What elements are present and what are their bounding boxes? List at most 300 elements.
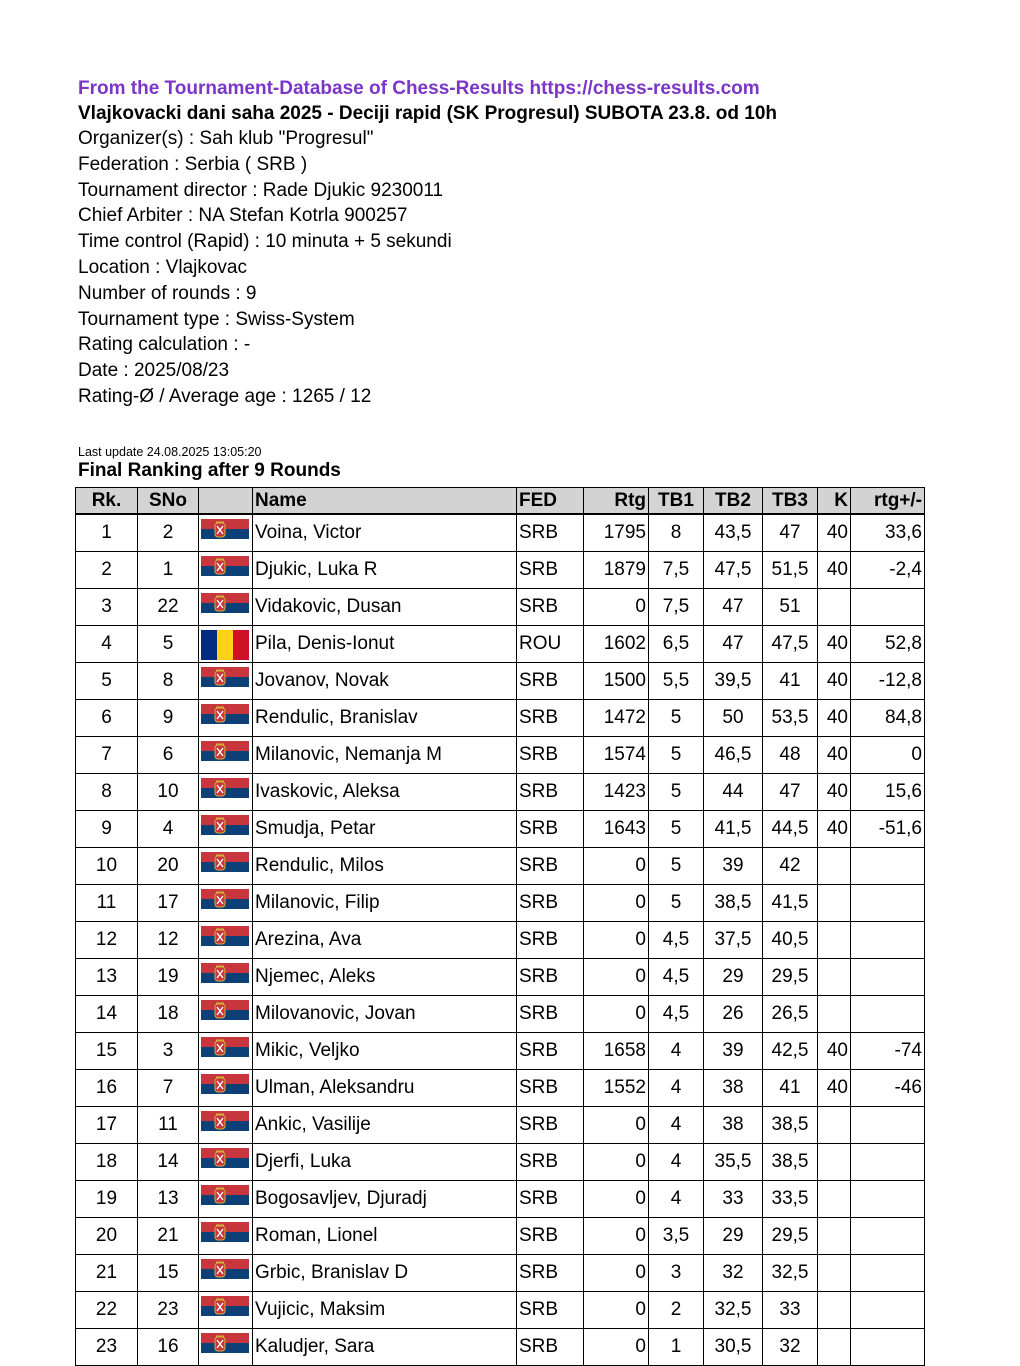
cell-rtg-diff bbox=[851, 589, 925, 626]
cell-rtg-diff bbox=[851, 1181, 925, 1218]
cell-rtg: 1795 bbox=[584, 514, 649, 552]
cell-tb3: 40,5 bbox=[763, 922, 818, 959]
cell-name: Kaludjer, Sara bbox=[253, 1329, 517, 1366]
cell-fed: SRB bbox=[517, 848, 584, 885]
cell-sno: 3 bbox=[138, 1033, 199, 1070]
info-line-rounds: Number of rounds : 9 bbox=[78, 282, 257, 304]
cell-rank: 12 bbox=[76, 922, 138, 959]
cell-sno: 11 bbox=[138, 1107, 199, 1144]
serbia-flag-icon bbox=[201, 1037, 249, 1067]
cell-sno: 6 bbox=[138, 737, 199, 774]
cell-sno: 19 bbox=[138, 959, 199, 996]
cell-tb3: 42 bbox=[763, 848, 818, 885]
info-line-arbiter: Chief Arbiter : NA Stefan Kotrla 900257 bbox=[78, 205, 408, 227]
cell-tb3: 41,5 bbox=[763, 885, 818, 922]
cell-tb2: 46,5 bbox=[704, 737, 763, 774]
cell-rtg: 0 bbox=[584, 1181, 649, 1218]
cell-tb3: 42,5 bbox=[763, 1033, 818, 1070]
cell-flag bbox=[199, 885, 253, 922]
cell-name: Roman, Lionel bbox=[253, 1218, 517, 1255]
cell-name: Ulman, Aleksandru bbox=[253, 1070, 517, 1107]
cell-rank: 14 bbox=[76, 996, 138, 1033]
cell-sno: 16 bbox=[138, 1329, 199, 1366]
cell-rtg-diff: -12,8 bbox=[851, 663, 925, 700]
cell-tb1: 4,5 bbox=[649, 922, 704, 959]
cell-flag bbox=[199, 514, 253, 552]
serbia-flag-icon bbox=[201, 667, 249, 697]
table-row bbox=[76, 1181, 925, 1218]
cell-name: Grbic, Branislav D bbox=[253, 1255, 517, 1292]
cell-k bbox=[818, 996, 851, 1033]
table-row bbox=[76, 996, 925, 1033]
cell-tb2: 33 bbox=[704, 1181, 763, 1218]
cell-rank: 4 bbox=[76, 626, 138, 663]
info-line-avg: Rating-Ø / Average age : 1265 / 12 bbox=[78, 385, 372, 407]
cell-sno: 12 bbox=[138, 922, 199, 959]
cell-name: Smudja, Petar bbox=[253, 811, 517, 848]
cell-flag bbox=[199, 1218, 253, 1255]
cell-tb1: 7,5 bbox=[649, 552, 704, 589]
cell-tb3: 38,5 bbox=[763, 1144, 818, 1181]
cell-name: Mikic, Veljko bbox=[253, 1033, 517, 1070]
cell-rtg-diff: 84,8 bbox=[851, 700, 925, 737]
cell-rank: 15 bbox=[76, 1033, 138, 1070]
cell-name: Ivaskovic, Aleksa bbox=[253, 774, 517, 811]
cell-tb2: 38 bbox=[704, 1107, 763, 1144]
cell-rank: 19 bbox=[76, 1181, 138, 1218]
info-line-director: Tournament director : Rade Djukic 9230011 bbox=[78, 179, 444, 201]
cell-rank: 20 bbox=[76, 1218, 138, 1255]
cell-flag bbox=[199, 1070, 253, 1107]
cell-sno: 9 bbox=[138, 700, 199, 737]
cell-flag bbox=[199, 996, 253, 1033]
cell-rtg-diff: 33,6 bbox=[851, 514, 925, 552]
cell-flag bbox=[199, 774, 253, 811]
col-header-tb2: TB2 bbox=[704, 488, 763, 515]
cell-tb2: 26 bbox=[704, 996, 763, 1033]
col-header-tb3: TB3 bbox=[763, 488, 818, 515]
col-header-rtg-diff: rtg+/- bbox=[851, 488, 925, 515]
cell-k: 40 bbox=[818, 811, 851, 848]
cell-tb3: 38,5 bbox=[763, 1107, 818, 1144]
table-row bbox=[76, 737, 925, 774]
cell-rank: 13 bbox=[76, 959, 138, 996]
serbia-flag-icon bbox=[201, 704, 249, 734]
cell-fed: SRB bbox=[517, 589, 584, 626]
cell-tb3: 53,5 bbox=[763, 700, 818, 737]
cell-name: Milanovic, Nemanja M bbox=[253, 737, 517, 774]
cell-tb3: 47,5 bbox=[763, 626, 818, 663]
serbia-flag-icon bbox=[201, 1000, 249, 1030]
cell-name: Bogosavljev, Djuradj bbox=[253, 1181, 517, 1218]
cell-rtg-diff bbox=[851, 1107, 925, 1144]
cell-tb1: 4 bbox=[649, 1181, 704, 1218]
cell-tb2: 39,5 bbox=[704, 663, 763, 700]
cell-fed: SRB bbox=[517, 959, 584, 996]
cell-tb1: 5,5 bbox=[649, 663, 704, 700]
cell-tb2: 39 bbox=[704, 848, 763, 885]
cell-fed: SRB bbox=[517, 663, 584, 700]
table-row bbox=[76, 700, 925, 737]
cell-name: Njemec, Aleks bbox=[253, 959, 517, 996]
cell-tb3: 32 bbox=[763, 1329, 818, 1366]
cell-flag bbox=[199, 1255, 253, 1292]
cell-flag bbox=[199, 848, 253, 885]
cell-rtg-diff: -74 bbox=[851, 1033, 925, 1070]
cell-rank: 17 bbox=[76, 1107, 138, 1144]
cell-flag bbox=[199, 1292, 253, 1329]
cell-rtg: 0 bbox=[584, 1144, 649, 1181]
cell-rtg: 1879 bbox=[584, 552, 649, 589]
table-row bbox=[76, 848, 925, 885]
cell-rtg-diff: -51,6 bbox=[851, 811, 925, 848]
cell-rtg-diff bbox=[851, 922, 925, 959]
cell-tb1: 5 bbox=[649, 700, 704, 737]
cell-name: Milovanovic, Jovan bbox=[253, 996, 517, 1033]
serbia-flag-icon bbox=[201, 593, 249, 623]
cell-tb3: 29,5 bbox=[763, 959, 818, 996]
cell-rtg: 1574 bbox=[584, 737, 649, 774]
cell-rtg-diff bbox=[851, 996, 925, 1033]
table-row bbox=[76, 1255, 925, 1292]
cell-rtg-diff bbox=[851, 1218, 925, 1255]
cell-rtg: 0 bbox=[584, 959, 649, 996]
cell-tb1: 3 bbox=[649, 1255, 704, 1292]
cell-rtg: 1423 bbox=[584, 774, 649, 811]
cell-rtg: 0 bbox=[584, 922, 649, 959]
cell-rtg-diff bbox=[851, 885, 925, 922]
cell-k: 40 bbox=[818, 1070, 851, 1107]
cell-rtg: 0 bbox=[584, 996, 649, 1033]
cell-tb3: 41 bbox=[763, 1070, 818, 1107]
cell-rtg: 1658 bbox=[584, 1033, 649, 1070]
table-row bbox=[76, 885, 925, 922]
cell-k bbox=[818, 1107, 851, 1144]
cell-tb2: 39 bbox=[704, 1033, 763, 1070]
table-row bbox=[76, 1033, 925, 1070]
cell-k: 40 bbox=[818, 626, 851, 663]
cell-sno: 7 bbox=[138, 1070, 199, 1107]
cell-rtg-diff: 0 bbox=[851, 737, 925, 774]
cell-tb2: 32 bbox=[704, 1255, 763, 1292]
cell-fed: SRB bbox=[517, 737, 584, 774]
cell-sno: 20 bbox=[138, 848, 199, 885]
cell-k bbox=[818, 589, 851, 626]
cell-tb1: 4 bbox=[649, 1107, 704, 1144]
serbia-flag-icon bbox=[201, 778, 249, 808]
cell-tb3: 51 bbox=[763, 589, 818, 626]
cell-name: Pila, Denis-Ionut bbox=[253, 626, 517, 663]
table-row bbox=[76, 589, 925, 626]
col-header-flag bbox=[199, 488, 253, 515]
cell-rtg-diff bbox=[851, 1292, 925, 1329]
cell-name: Milanovic, Filip bbox=[253, 885, 517, 922]
cell-fed: SRB bbox=[517, 552, 584, 589]
cell-name: Rendulic, Branislav bbox=[253, 700, 517, 737]
cell-rank: 23 bbox=[76, 1329, 138, 1366]
cell-tb2: 43,5 bbox=[704, 514, 763, 552]
cell-rtg: 1500 bbox=[584, 663, 649, 700]
cell-tb1: 6,5 bbox=[649, 626, 704, 663]
cell-rtg: 1552 bbox=[584, 1070, 649, 1107]
cell-flag bbox=[199, 552, 253, 589]
cell-rtg-diff: -2,4 bbox=[851, 552, 925, 589]
cell-tb2: 41,5 bbox=[704, 811, 763, 848]
table-row bbox=[76, 1292, 925, 1329]
cell-tb2: 38,5 bbox=[704, 885, 763, 922]
cell-tb3: 47 bbox=[763, 514, 818, 552]
cell-fed: SRB bbox=[517, 922, 584, 959]
table-header-row bbox=[76, 488, 925, 515]
cell-flag bbox=[199, 1033, 253, 1070]
cell-tb2: 47 bbox=[704, 626, 763, 663]
cell-flag bbox=[199, 663, 253, 700]
cell-flag bbox=[199, 811, 253, 848]
cell-rtg: 0 bbox=[584, 1218, 649, 1255]
cell-k bbox=[818, 885, 851, 922]
table-row bbox=[76, 1218, 925, 1255]
cell-sno: 23 bbox=[138, 1292, 199, 1329]
cell-rtg: 1643 bbox=[584, 811, 649, 848]
cell-flag bbox=[199, 737, 253, 774]
cell-k bbox=[818, 959, 851, 996]
cell-sno: 17 bbox=[138, 885, 199, 922]
table-row bbox=[76, 552, 925, 589]
serbia-flag-icon bbox=[201, 1333, 249, 1363]
table-row bbox=[76, 774, 925, 811]
tournament-title: Vlajkovacki dani saha 2025 - Deciji rapid (SK Progresul) SUBOTA 23.8. od 10h bbox=[78, 103, 778, 124]
info-line-location: Location : Vlajkovac bbox=[78, 256, 247, 278]
table-row bbox=[76, 514, 925, 552]
cell-rank: 22 bbox=[76, 1292, 138, 1329]
cell-sno: 4 bbox=[138, 811, 199, 848]
info-line-date: Date : 2025/08/23 bbox=[78, 360, 230, 382]
cell-tb1: 5 bbox=[649, 848, 704, 885]
cell-tb1: 4 bbox=[649, 1144, 704, 1181]
serbia-flag-icon bbox=[201, 815, 249, 845]
cell-sno: 5 bbox=[138, 626, 199, 663]
serbia-flag-icon bbox=[201, 852, 249, 882]
cell-rtg: 0 bbox=[584, 1292, 649, 1329]
cell-tb3: 32,5 bbox=[763, 1255, 818, 1292]
cell-name: Djerfi, Luka bbox=[253, 1144, 517, 1181]
cell-sno: 1 bbox=[138, 552, 199, 589]
serbia-flag-icon bbox=[201, 1296, 249, 1326]
cell-rank: 2 bbox=[76, 552, 138, 589]
col-header-tb1: TB1 bbox=[649, 488, 704, 515]
cell-k: 40 bbox=[818, 514, 851, 552]
cell-k: 40 bbox=[818, 552, 851, 589]
cell-rank: 16 bbox=[76, 1070, 138, 1107]
cell-fed: SRB bbox=[517, 1033, 584, 1070]
cell-tb2: 50 bbox=[704, 700, 763, 737]
cell-rtg: 1602 bbox=[584, 626, 649, 663]
table-row bbox=[76, 1070, 925, 1107]
cell-fed: SRB bbox=[517, 1070, 584, 1107]
cell-rank: 3 bbox=[76, 589, 138, 626]
serbia-flag-icon bbox=[201, 556, 249, 586]
cell-tb1: 5 bbox=[649, 811, 704, 848]
serbia-flag-icon bbox=[201, 1259, 249, 1289]
document-header bbox=[78, 76, 958, 482]
cell-name: Jovanov, Novak bbox=[253, 663, 517, 700]
cell-name: Djukic, Luka R bbox=[253, 552, 517, 589]
table-row bbox=[76, 1329, 925, 1366]
cell-flag bbox=[199, 589, 253, 626]
cell-k: 40 bbox=[818, 663, 851, 700]
cell-rtg-diff bbox=[851, 959, 925, 996]
cell-tb1: 7,5 bbox=[649, 589, 704, 626]
col-header-sno: SNo bbox=[138, 488, 199, 515]
cell-tb3: 51,5 bbox=[763, 552, 818, 589]
table-row bbox=[76, 1107, 925, 1144]
cell-rtg-diff: 15,6 bbox=[851, 774, 925, 811]
cell-k bbox=[818, 1255, 851, 1292]
table-row bbox=[76, 811, 925, 848]
cell-rank: 8 bbox=[76, 774, 138, 811]
cell-tb2: 30,5 bbox=[704, 1329, 763, 1366]
cell-tb2: 32,5 bbox=[704, 1292, 763, 1329]
cell-tb1: 8 bbox=[649, 514, 704, 552]
cell-tb1: 4,5 bbox=[649, 959, 704, 996]
cell-rtg-diff bbox=[851, 1255, 925, 1292]
cell-rtg: 0 bbox=[584, 848, 649, 885]
cell-sno: 22 bbox=[138, 589, 199, 626]
cell-flag bbox=[199, 959, 253, 996]
col-header-name: Name bbox=[253, 488, 517, 515]
cell-tb1: 5 bbox=[649, 774, 704, 811]
serbia-flag-icon bbox=[201, 1148, 249, 1178]
romania-flag-icon bbox=[201, 630, 249, 660]
cell-rtg: 0 bbox=[584, 1107, 649, 1144]
cell-rtg: 0 bbox=[584, 1329, 649, 1366]
cell-rank: 18 bbox=[76, 1144, 138, 1181]
cell-tb3: 33,5 bbox=[763, 1181, 818, 1218]
cell-fed: SRB bbox=[517, 1181, 584, 1218]
serbia-flag-icon bbox=[201, 963, 249, 993]
cell-k: 40 bbox=[818, 774, 851, 811]
serbia-flag-icon bbox=[201, 1074, 249, 1104]
col-header-fed: FED bbox=[517, 488, 584, 515]
table-row bbox=[76, 1144, 925, 1181]
serbia-flag-icon bbox=[201, 1222, 249, 1252]
cell-sno: 14 bbox=[138, 1144, 199, 1181]
table-row bbox=[76, 922, 925, 959]
cell-name: Vidakovic, Dusan bbox=[253, 589, 517, 626]
cell-tb1: 5 bbox=[649, 737, 704, 774]
info-line-type: Tournament type : Swiss-System bbox=[78, 308, 355, 330]
source-line[interactable]: From the Tournament-Database of Chess-Results https://chess-results.com bbox=[78, 78, 760, 99]
cell-tb3: 29,5 bbox=[763, 1218, 818, 1255]
cell-rank: 5 bbox=[76, 663, 138, 700]
cell-tb1: 4,5 bbox=[649, 996, 704, 1033]
cell-tb3: 41 bbox=[763, 663, 818, 700]
cell-rtg-diff: 52,8 bbox=[851, 626, 925, 663]
cell-rank: 6 bbox=[76, 700, 138, 737]
cell-k bbox=[818, 848, 851, 885]
table-row bbox=[76, 626, 925, 663]
cell-flag bbox=[199, 700, 253, 737]
cell-rtg-diff: -46 bbox=[851, 1070, 925, 1107]
cell-flag bbox=[199, 1107, 253, 1144]
cell-fed: SRB bbox=[517, 514, 584, 552]
cell-tb2: 29 bbox=[704, 1218, 763, 1255]
serbia-flag-icon bbox=[201, 1185, 249, 1215]
cell-tb1: 4 bbox=[649, 1033, 704, 1070]
cell-fed: SRB bbox=[517, 996, 584, 1033]
cell-rtg-diff bbox=[851, 1144, 925, 1181]
cell-k bbox=[818, 1329, 851, 1366]
serbia-flag-icon bbox=[201, 889, 249, 919]
cell-tb3: 47 bbox=[763, 774, 818, 811]
cell-fed: SRB bbox=[517, 1292, 584, 1329]
cell-k: 40 bbox=[818, 737, 851, 774]
serbia-flag-icon bbox=[201, 741, 249, 771]
cell-rank: 1 bbox=[76, 514, 138, 552]
cell-rtg: 0 bbox=[584, 589, 649, 626]
ranking-title: Final Ranking after 9 Rounds bbox=[78, 459, 341, 481]
cell-tb1: 4 bbox=[649, 1070, 704, 1107]
info-line-organizer: Organizer(s) : Sah klub "Progresul" bbox=[78, 128, 374, 149]
cell-rtg-diff bbox=[851, 1329, 925, 1366]
cell-fed: SRB bbox=[517, 774, 584, 811]
cell-tb2: 35,5 bbox=[704, 1144, 763, 1181]
col-header-rtg: Rtg bbox=[584, 488, 649, 515]
cell-rank: 21 bbox=[76, 1255, 138, 1292]
cell-flag bbox=[199, 1329, 253, 1366]
col-header-k: K bbox=[818, 488, 851, 515]
info-line-time-control: Time control (Rapid) : 10 minuta + 5 sekundi bbox=[78, 231, 452, 253]
cell-sno: 2 bbox=[138, 514, 199, 552]
serbia-flag-icon bbox=[201, 1111, 249, 1141]
cell-rank: 7 bbox=[76, 737, 138, 774]
cell-fed: SRB bbox=[517, 1107, 584, 1144]
serbia-flag-icon bbox=[201, 926, 249, 956]
cell-tb3: 26,5 bbox=[763, 996, 818, 1033]
cell-tb1: 3,5 bbox=[649, 1218, 704, 1255]
col-header-rank: Rk. bbox=[76, 488, 138, 515]
cell-flag bbox=[199, 1144, 253, 1181]
cell-name: Ankic, Vasilije bbox=[253, 1107, 517, 1144]
cell-tb2: 47,5 bbox=[704, 552, 763, 589]
cell-tb3: 44,5 bbox=[763, 811, 818, 848]
table-row bbox=[76, 959, 925, 996]
cell-sno: 8 bbox=[138, 663, 199, 700]
cell-tb1: 1 bbox=[649, 1329, 704, 1366]
cell-sno: 18 bbox=[138, 996, 199, 1033]
cell-name: Rendulic, Milos bbox=[253, 848, 517, 885]
cell-rtg: 0 bbox=[584, 885, 649, 922]
cell-rtg: 0 bbox=[584, 1255, 649, 1292]
cell-sno: 13 bbox=[138, 1181, 199, 1218]
cell-sno: 15 bbox=[138, 1255, 199, 1292]
cell-fed: SRB bbox=[517, 1144, 584, 1181]
cell-rtg: 1472 bbox=[584, 700, 649, 737]
cell-fed: SRB bbox=[517, 1218, 584, 1255]
cell-rank: 9 bbox=[76, 811, 138, 848]
table-row bbox=[76, 663, 925, 700]
ranking-table bbox=[75, 487, 925, 1366]
cell-tb3: 48 bbox=[763, 737, 818, 774]
cell-fed: SRB bbox=[517, 1255, 584, 1292]
cell-fed: SRB bbox=[517, 1329, 584, 1366]
cell-fed: SRB bbox=[517, 700, 584, 737]
cell-flag bbox=[199, 626, 253, 663]
serbia-flag-icon bbox=[201, 519, 249, 549]
cell-tb2: 47 bbox=[704, 589, 763, 626]
cell-fed: SRB bbox=[517, 811, 584, 848]
cell-flag bbox=[199, 1181, 253, 1218]
